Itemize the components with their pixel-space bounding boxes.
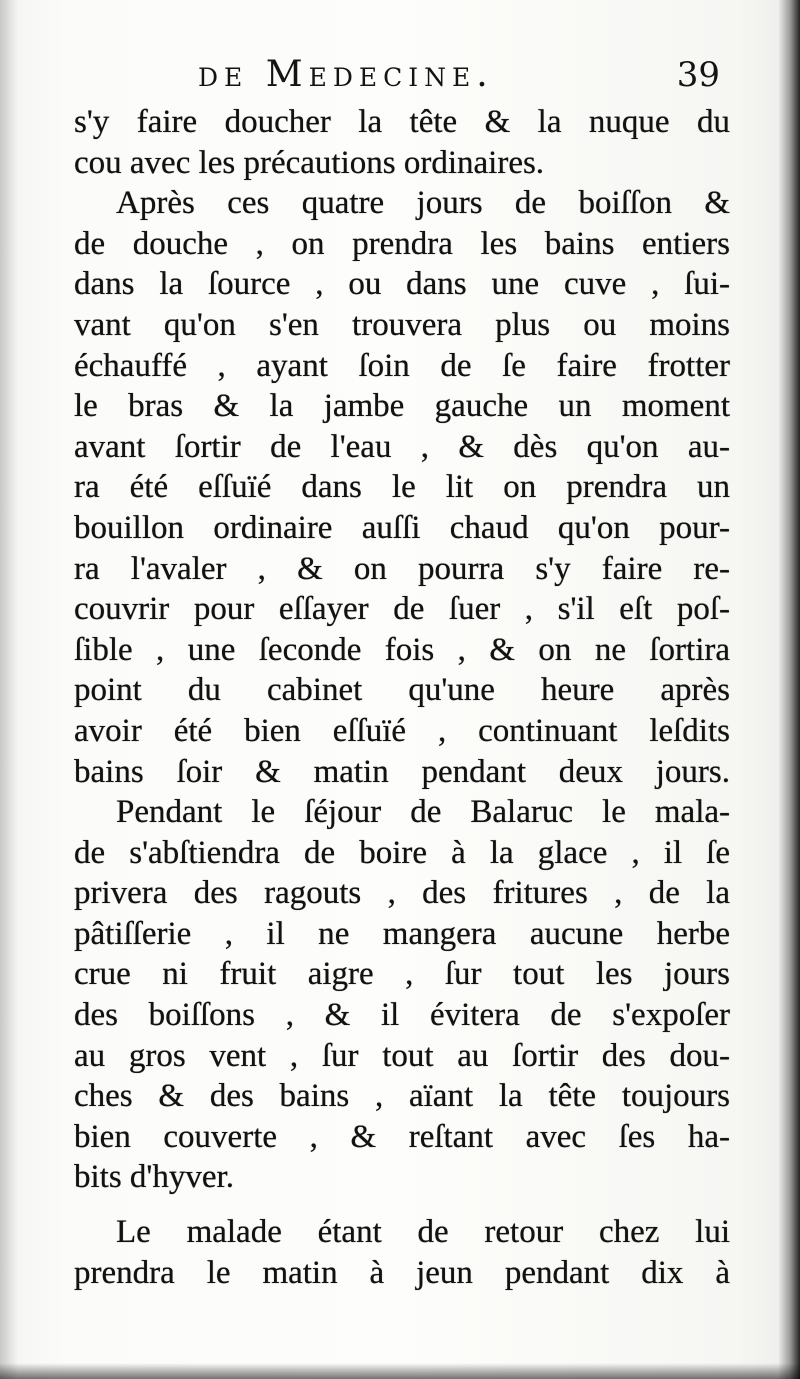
body-text xyxy=(74,102,730,1293)
text-line: Après ces quatre jours de boiſſon & xyxy=(116,185,730,222)
text-line: bouillon ordinaire auſſi chaud qu'on pour- xyxy=(74,509,730,546)
page-bottom-edge-shadow xyxy=(0,1363,800,1379)
text-line: ra été eſſuïé dans le lit on prendra un xyxy=(74,469,730,506)
paragraph xyxy=(74,792,730,1198)
text-line: crue ni fruit aigre , ſur tout les jours xyxy=(74,956,730,993)
page-header xyxy=(70,50,720,100)
text-line: échauffé , ayant ſoin de ſe faire frotter xyxy=(74,347,730,384)
text-line: de douche , on prendra les bains entiers xyxy=(74,225,730,262)
paragraph xyxy=(74,102,730,183)
text-line: vant qu'on s'en trouvera plus ou moins xyxy=(74,306,730,343)
text-line: ſible , une ſeconde fois , & on ne ſortira xyxy=(74,631,730,668)
text-line: au gros vent , ſur tout au ſortir des dou- xyxy=(74,1037,730,1074)
book-spine-shadow xyxy=(778,0,800,1379)
running-head: de Medecine. xyxy=(198,54,494,95)
text-line: prendra le matin à jeun pendant dix à xyxy=(74,1254,730,1291)
text-line: cou avec les précautions ordinaires. xyxy=(74,144,545,181)
text-line: de s'abſtiendra de boire à la glace , il ſe xyxy=(74,834,730,871)
text-line: avoir été bien eſſuïé , continuant leſdits xyxy=(74,712,730,749)
text-line: des boiſſons , & il évitera de s'expoſer xyxy=(74,997,730,1034)
text-line: privera des ragouts , des fritures , de la xyxy=(74,875,730,912)
text-line: bien couverte , & reſtant avec ſes ha- xyxy=(74,1118,730,1155)
text-line: point du cabinet qu'une heure après xyxy=(74,672,730,709)
text-line: Pendant le ſéjour de Balaruc le mala- xyxy=(116,794,730,831)
paragraph xyxy=(74,1212,730,1293)
text-line: ra l'avaler , & on pourra s'y faire re- xyxy=(74,550,730,587)
text-line: avant ſortir de l'eau , & dès qu'on au- xyxy=(74,428,730,465)
paragraph xyxy=(74,183,730,792)
text-line: bits d'hyver. xyxy=(74,1159,234,1196)
page-number: 39 xyxy=(676,55,720,95)
text-line: le bras & la jambe gauche un moment xyxy=(74,388,730,425)
page-left-edge-shadow xyxy=(0,0,18,1379)
text-line: bains ſoir & matin pendant deux jours. xyxy=(74,753,730,790)
text-line: ches & des bains , aïant la tête toujours xyxy=(74,1078,730,1115)
text-line: Le malade étant de retour chez lui xyxy=(116,1214,730,1251)
text-line: s'y faire doucher la tête & la nuque du xyxy=(74,104,730,140)
text-line: pâtiſſerie , il ne mangera aucune herbe xyxy=(74,915,730,952)
text-line: couvrir pour eſſayer de ſuer , s'il eſt poſ- xyxy=(74,591,730,628)
text-line: dans la ſource , ou dans une cuve , ſui- xyxy=(74,266,730,303)
